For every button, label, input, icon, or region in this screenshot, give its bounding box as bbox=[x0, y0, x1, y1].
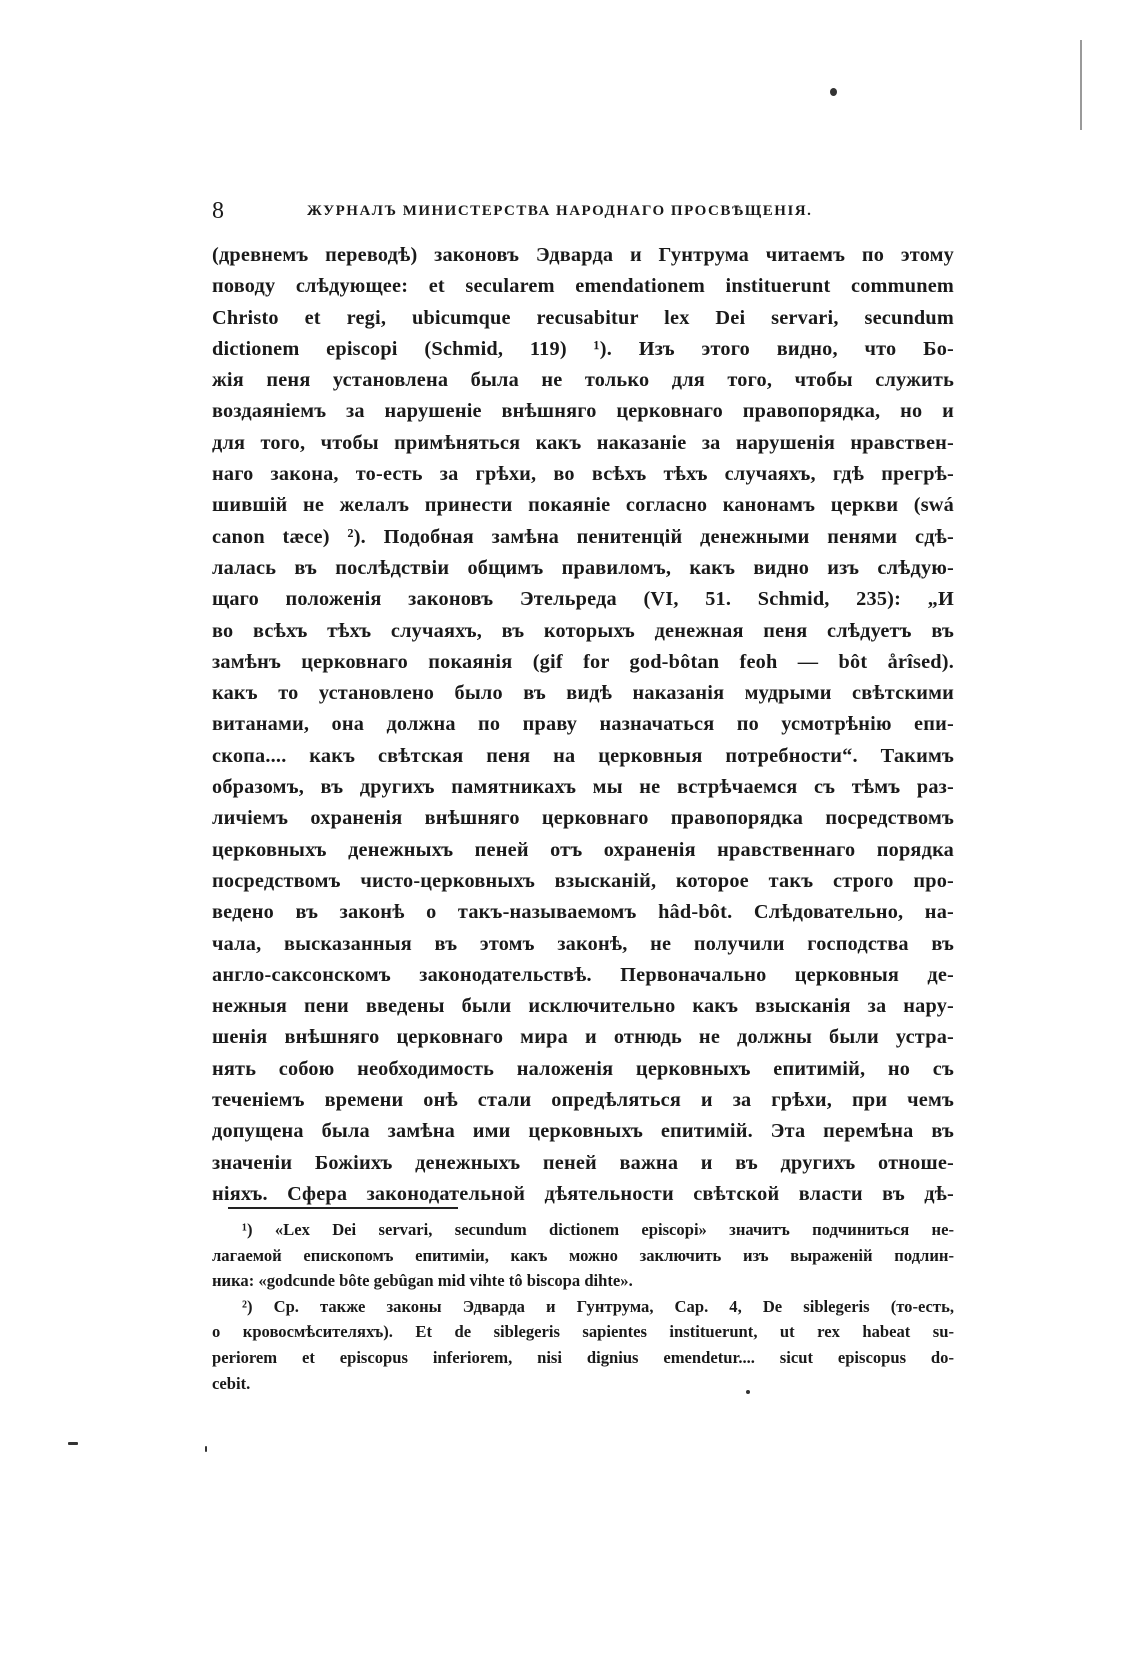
text-line: посредствомъ чисто-церковныхъ взысканій, которое такъ строго про- bbox=[212, 869, 954, 892]
main-text bbox=[212, 240, 954, 1210]
footnote-line: ¹) «Lex Dei servari, secundum dictionem episcopi» значитъ подчиниться не- bbox=[242, 1220, 954, 1239]
text-line: замѣнъ церковнаго покаянія (gif for god-bôtan feoh — bôt årîsed). bbox=[212, 650, 954, 673]
text-line: щаго положенія законовъ Этельреда (VI, 51. Schmid, 235): „И bbox=[212, 588, 954, 611]
footnotes bbox=[212, 1217, 954, 1396]
text-line: ніяхъ. Сфера законодательной дѣятельности свѣтской власти въ дѣ- bbox=[212, 1182, 954, 1205]
footnote-line: periorem et episcopus inferiorem, nisi dignius emendetur.... sicut episcopus do- bbox=[212, 1347, 954, 1367]
running-head bbox=[212, 198, 952, 226]
text-line: canon tæce) ²). Подобная замѣна пенитенцій денежными пенями сдѣ- bbox=[212, 525, 954, 548]
footnote-line: лагаемой епископомъ епитиміи, какъ можно заключить изъ выраженій подлин- bbox=[212, 1245, 954, 1265]
scan-speck bbox=[68, 1442, 78, 1445]
text-line: личіемъ охраненія внѣшняго церковнаго правопорядка посредствомъ bbox=[212, 807, 954, 830]
text-line: шенія внѣшняго церковнаго мира и отнюдь не должны были устра- bbox=[212, 1026, 954, 1049]
footnote-line: о кровосмѣсителяхъ). Et de siblegeris sapientes instituerunt, ut rex habeat su- bbox=[212, 1322, 954, 1342]
text-line: скопа.... какъ свѣтская пеня на церковныя потребности“. Такимъ bbox=[212, 744, 954, 767]
text-line: нять собою необходимость наложенія церковныхъ епитимій, но съ bbox=[212, 1057, 954, 1080]
page-number: 8 bbox=[212, 198, 224, 224]
footnote-line: cebit. bbox=[212, 1373, 251, 1393]
text-line: для того, чтобы примѣняться какъ наказаніе за нарушенія нравствен- bbox=[212, 431, 954, 454]
text-line: dictionem episcopi (Schmid, 119) ¹). Изъ этого видно, что Бо- bbox=[212, 337, 954, 360]
text-line: витанами, она должна по праву назначаться по усмотрѣнію епи- bbox=[212, 713, 954, 736]
scan-speck bbox=[830, 88, 837, 96]
scan-margin-line bbox=[1080, 40, 1082, 130]
text-line: образомъ, въ другихъ памятникахъ мы не встрѣчаемся съ тѣмъ раз- bbox=[212, 776, 954, 799]
text-line: (древнемъ переводѣ) законовъ Эдварда и Гунтрума читаемъ по этому bbox=[212, 244, 954, 266]
footnote-line: ника: «godcunde bôte gebûgan mid vihte tô biscopa dihte». bbox=[212, 1271, 633, 1291]
text-line: шившій не желалъ принести покаяніе согласно канонамъ церкви (swá bbox=[212, 494, 954, 517]
footnote-divider bbox=[228, 1207, 458, 1209]
text-line: чала, высказанныя въ этомъ законѣ, не получили господства въ bbox=[212, 932, 954, 955]
text-line: нежныя пени введены были исключительно какъ взысканія за нару- bbox=[212, 995, 954, 1018]
journal-title: ЖУРНАЛЪ МИНИСТЕРСТВА НАРОДНАГО ПРОСВѢЩЕНІЯ. bbox=[307, 203, 813, 219]
text-line: наго закона, то-есть за грѣхи, во всѣхъ тѣхъ случаяхъ, гдѣ прегрѣ- bbox=[212, 463, 954, 486]
text-line: Christo et regi, ubicumque recusabitur lex Dei servari, secundum bbox=[212, 306, 954, 329]
text-line: поводу слѣдующее: et secularem emendationem instituerunt communem bbox=[212, 275, 954, 298]
text-line: допущена была замѣна ими церковныхъ епитимій. Эта перемѣна въ bbox=[212, 1120, 954, 1143]
footnote-line: ²) Ср. также законы Эдварда и Гунтрума, Cap. 4, De siblegeris (то-есть, bbox=[242, 1296, 954, 1316]
text-line: лалась въ послѣдствіи общимъ правиломъ, какъ видно изъ слѣдую- bbox=[212, 556, 954, 579]
text-line: во всѣхъ тѣхъ случаяхъ, въ которыхъ денежная пеня слѣдуетъ въ bbox=[212, 619, 954, 642]
text-line: англо-саксонскомъ законодательствѣ. Первоначально церковныя де- bbox=[212, 963, 954, 986]
text-line: церковныхъ денежныхъ пеней отъ охраненія нравственнаго порядка bbox=[212, 838, 954, 861]
text-line: ведено въ законѣ о такъ-называемомъ hâd-bôt. Слѣдовательно, на- bbox=[212, 901, 954, 924]
text-line: воздаяніемъ за нарушеніе внѣшняго церковнаго правопорядка, но и bbox=[212, 400, 954, 423]
text-line: жія пеня установлена была не только для того, чтобы служить bbox=[212, 369, 954, 392]
text-line: какъ то установлено было въ видѣ наказанія мудрыми свѣтскими bbox=[212, 682, 954, 705]
text-line: теченіемъ времени онѣ стали опредѣляться и за грѣхи, при чемъ bbox=[212, 1089, 954, 1112]
text-line: значеніи Божіихъ денежныхъ пеней важна и въ другихъ отноше- bbox=[212, 1151, 954, 1174]
scan-speck bbox=[205, 1446, 207, 1452]
